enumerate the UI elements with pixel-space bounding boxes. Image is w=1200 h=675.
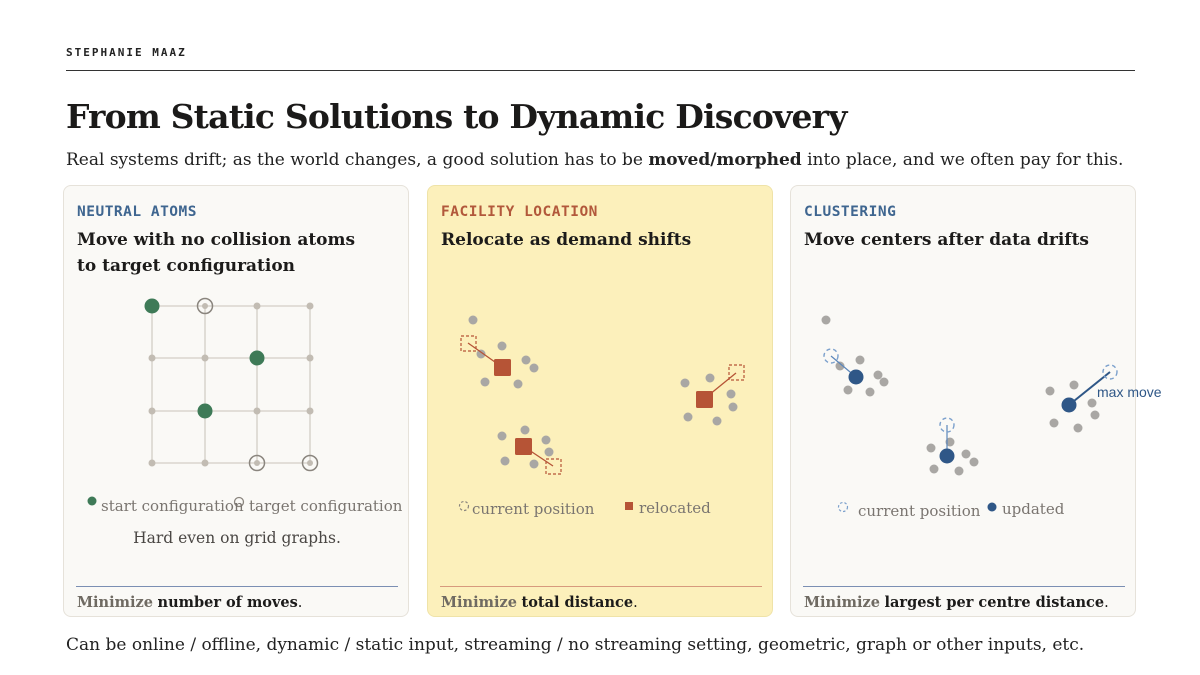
subtitle-before: Real systems drift; as the world changes, a good solution has to be [66, 150, 649, 170]
legend-relocated-label: relocated [639, 499, 711, 517]
atom-legend-marks [64, 186, 410, 516]
subtitle-after: into place, and we often pay for this. [801, 150, 1124, 170]
objective-key: Minimize [441, 594, 517, 611]
start-legend-swatch [88, 497, 97, 506]
panel-heading: Relocate as demand shifts [441, 230, 692, 250]
panel-heading: Move with no collision atoms to target configuration [77, 230, 356, 276]
panel-note: Hard even on grid graphs. [133, 529, 341, 547]
legend-start-label: start configuration [101, 497, 244, 515]
objective-value: total distance [521, 594, 634, 611]
panel-heading: Move centers after data drifts [804, 230, 1090, 250]
panel-clustering [790, 185, 1162, 617]
page-subtitle [66, 150, 1123, 170]
objective-end: . [1104, 595, 1109, 611]
panel-tag: FACILITY LOCATION [441, 204, 598, 220]
panel-facility-location [427, 185, 773, 617]
panel-objective [804, 594, 1109, 611]
panel-divider [440, 586, 762, 587]
legend-current-label: current position [472, 500, 595, 518]
center-moves [831, 356, 947, 456]
facility-diagram [428, 186, 774, 526]
panel-tag: CLUSTERING [804, 204, 897, 220]
objective-key: Minimize [804, 594, 880, 611]
clustering-diagram [791, 186, 1137, 526]
objective-value: number of moves [157, 594, 298, 611]
panel-tag: NEUTRAL ATOMS [77, 204, 197, 220]
legend-current-label: current position [858, 502, 981, 520]
author-name: STEPHANIE MAAZ [66, 46, 187, 59]
max-move-annotation: max move [1097, 384, 1162, 400]
objective-key: Minimize [77, 594, 153, 611]
legend-target-label: target configuration [249, 497, 403, 515]
current-legend-swatch [460, 502, 469, 511]
panel-divider [76, 586, 398, 587]
objective-end: . [297, 595, 303, 611]
header-rule [66, 70, 1135, 71]
current-legend-swatch [839, 503, 848, 512]
objective-value: largest per centre distance [884, 594, 1105, 611]
subtitle-emphasis: moved/morphed [648, 150, 802, 170]
panel-objective [77, 594, 302, 611]
updated-legend-swatch [988, 503, 997, 512]
relocated-legend-swatch [625, 502, 633, 510]
panel-neutral-atoms [63, 185, 409, 617]
page-footer: Can be online / offline, dynamic / static input, streaming / no streaming setting, geometric, graph or other inputs, etc. [66, 635, 1085, 655]
panel-divider [803, 586, 1125, 587]
panel-objective [441, 594, 638, 611]
page-title: From Static Solutions to Dynamic Discovery [66, 97, 847, 136]
objective-end: . [633, 595, 638, 611]
legend-updated-label: updated [1002, 500, 1065, 518]
relocated-facilities [494, 359, 713, 455]
data-points [822, 316, 1100, 476]
